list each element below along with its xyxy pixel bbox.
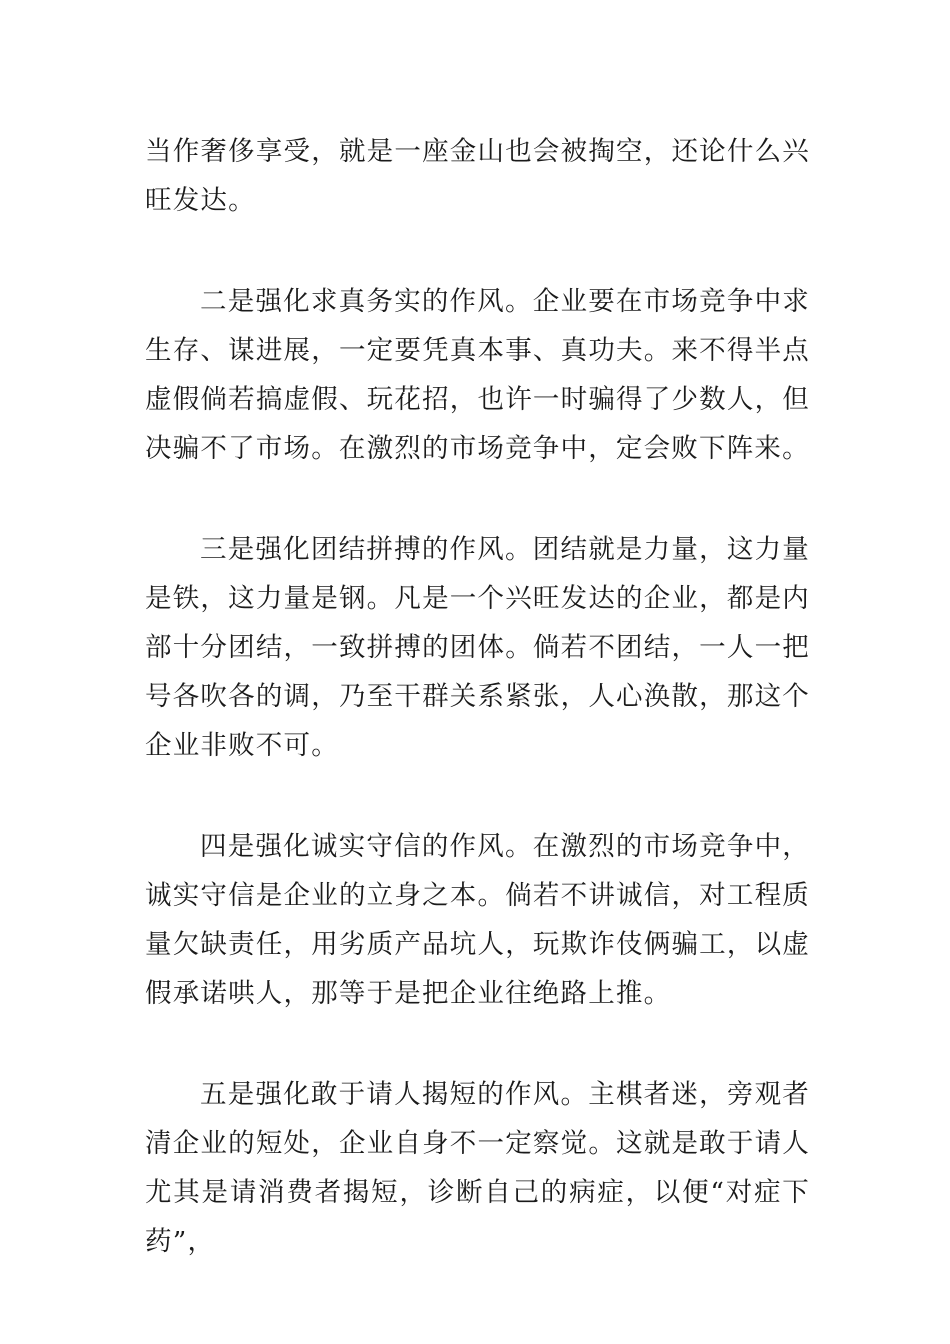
paragraph-continuation: 当作奢侈享受，就是一座金山也会被掏空，还论什么兴旺发达。	[145, 136, 810, 216]
paragraph-unity: 三是强化团结拼搏的作风。团结就是力量，这力量是铁，这力量是钢。凡是一个兴旺发达的企业，都是内部十分团结，一致拼搏的团体。倘若不团结，一人一把号各吹各的调，乃至干群关系紧张，人心涣散，那这个企业非败不可。	[145, 534, 810, 761]
paragraph-integrity: 四是强化诚实守信的作风。在激烈的市场竞争中，诚实守信是企业的立身之本。倘若不讲诚信，对工程质量欠缺责任，用劣质产品坑人，玩欺诈伎俩骗工，以虚假承诺哄人，那等于是把企业往绝路上推。	[145, 831, 810, 1009]
paragraph-seek-truth: 二是强化求真务实的作风。企业要在市场竞争中求生存、谋进展，一定要凭真本事、真功夫。来不得半点虚假倘若搞虚假、玩花招，也许一时骗得了少数人，但决骗不了市场。在激烈的市场竞争中，定会败下阵来。	[145, 286, 810, 464]
paragraph-criticism: 五是强化敢于请人揭短的作风。主棋者迷，旁观者清企业的短处，企业自身不一定察觉。这就是敢于请人尤其是请消费者揭短，诊断自己的病症，以便“对症下药”，	[145, 1079, 810, 1257]
